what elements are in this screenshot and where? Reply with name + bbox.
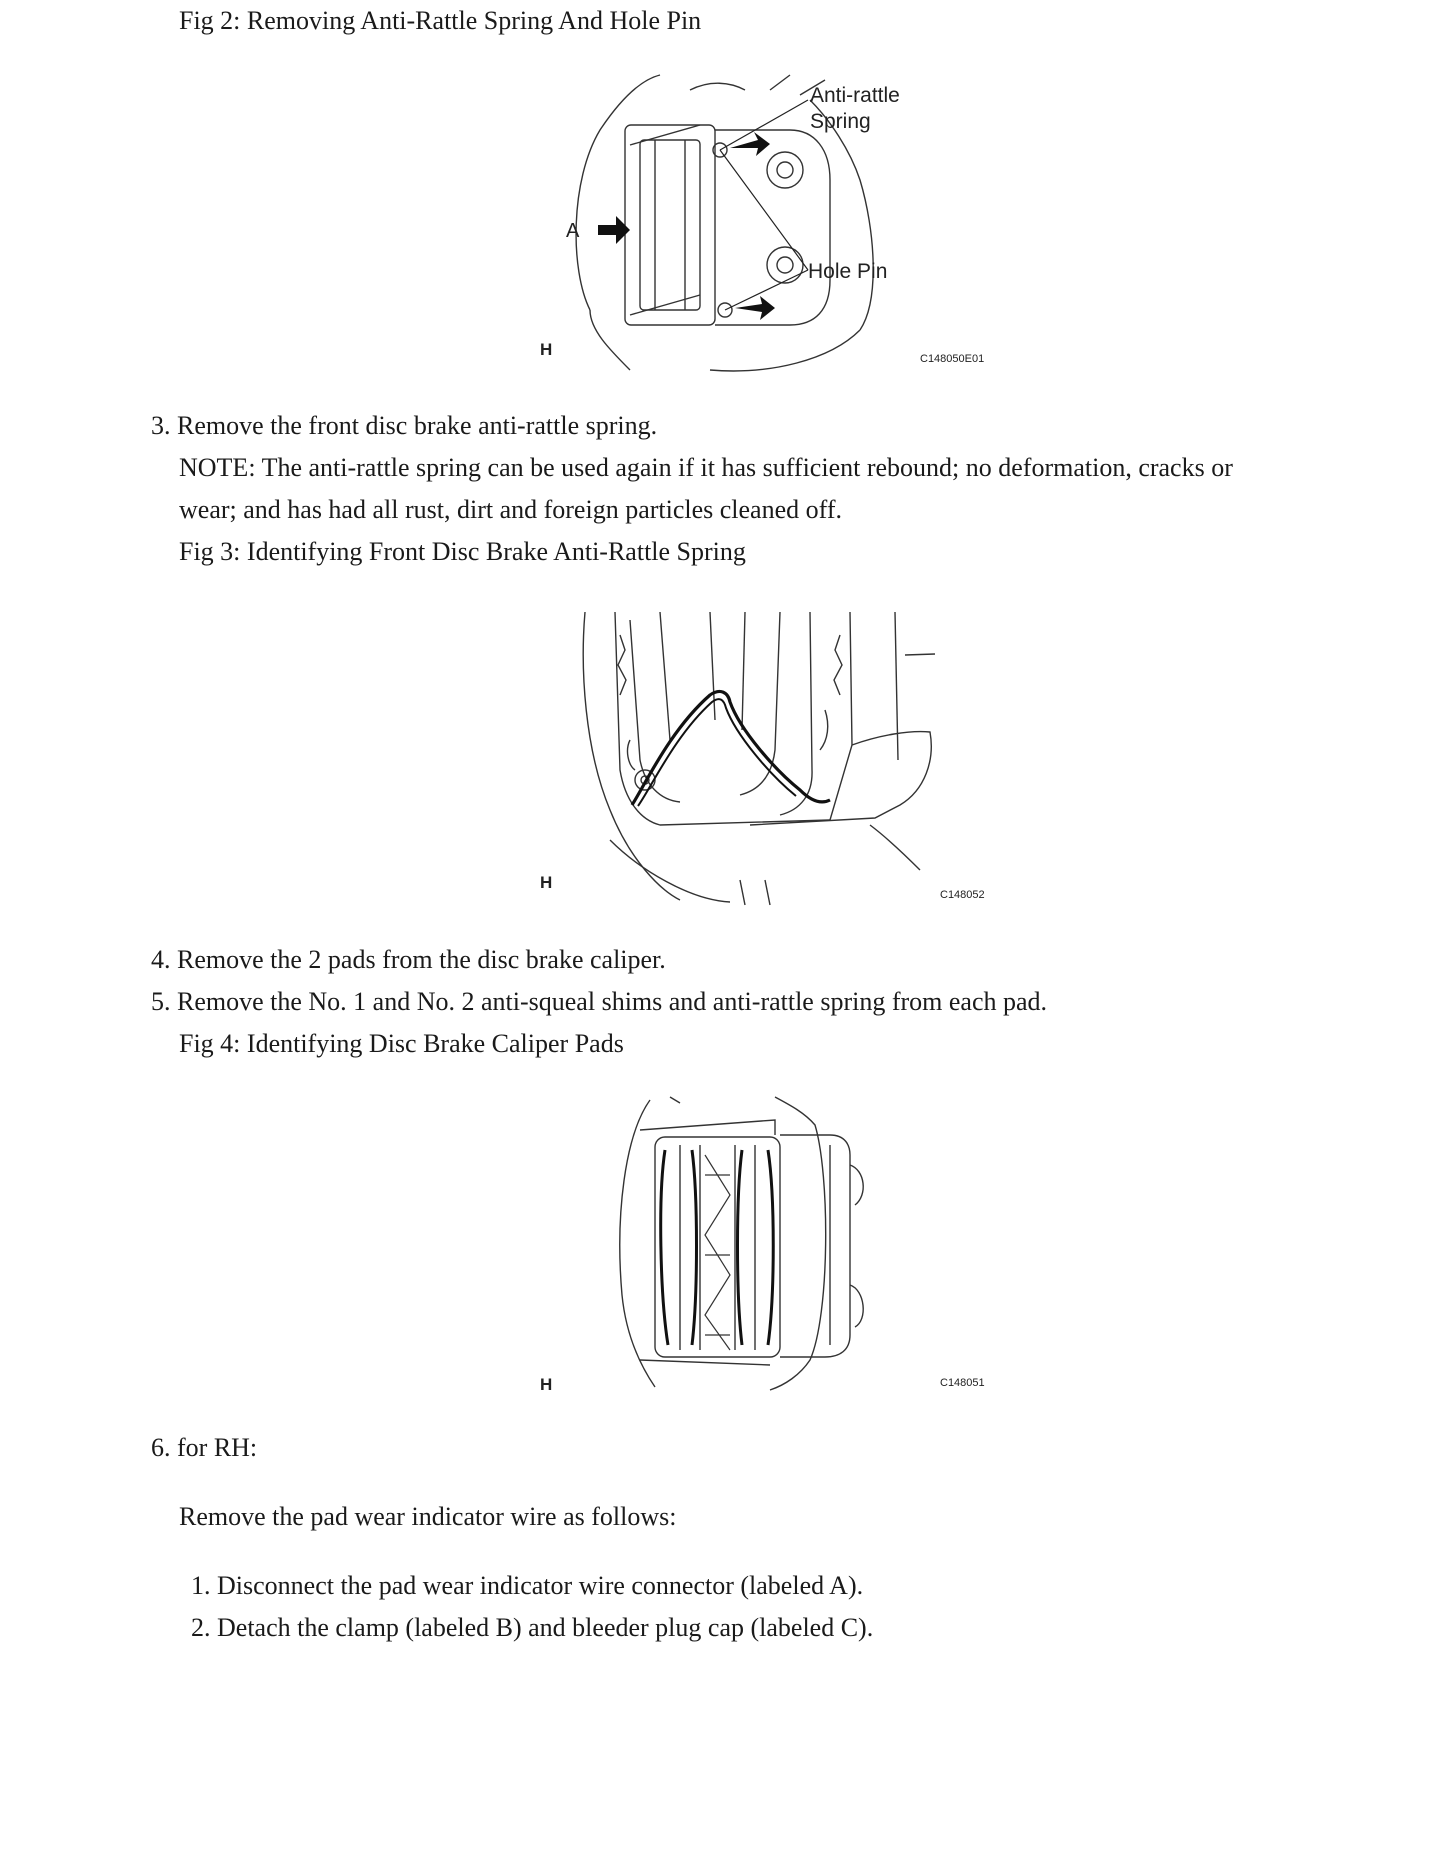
label-h: H xyxy=(540,1375,553,1394)
fig2-caption: Fig 2: Removing Anti-Rattle Spring And Hole Pin xyxy=(179,6,702,35)
fig3-illustration xyxy=(530,610,1010,910)
step-3-note-line1: NOTE: The anti-rattle spring can be used again if it has sufficient rebound; no deformation, cracks or xyxy=(179,453,1233,482)
step-4: 4. Remove the 2 pads from the disc brake caliper. xyxy=(151,945,666,974)
label-hole-pin: Hole Pin xyxy=(808,260,888,283)
fig3-drawing xyxy=(530,610,1010,910)
figure-code: C148050E01 xyxy=(920,353,985,365)
step-3-note-line2: wear; and has had all rust, dirt and foreign particles cleaned off. xyxy=(179,495,842,524)
substep-2: 2. Detach the clamp (labeled B) and bleeder plug cap (labeled C). xyxy=(191,1613,874,1642)
step-5: 5. Remove the No. 1 and No. 2 anti-squeal shims and anti-rattle spring from each pad. xyxy=(151,987,1048,1016)
figure-code: C148051 xyxy=(940,1377,985,1389)
step-3: 3. Remove the front disc brake anti-rattle spring. xyxy=(151,411,658,440)
inner-pad xyxy=(661,1150,697,1345)
fig2-drawing xyxy=(530,70,1010,380)
label-a: A xyxy=(566,220,580,242)
step-6: 6. for RH: xyxy=(151,1433,258,1462)
fig4-illustration xyxy=(530,1095,1010,1395)
fig4-caption: Fig 4: Identifying Disc Brake Caliper Pads xyxy=(179,1029,624,1058)
arrow-spring xyxy=(730,132,770,156)
fig4-drawing xyxy=(530,1095,1010,1395)
anti-rattle-spring xyxy=(632,691,830,805)
figure-code: C148052 xyxy=(940,889,985,901)
label-h: H xyxy=(540,340,553,359)
label-anti-rattle-line1: Anti-rattle xyxy=(810,84,900,107)
step-6-intro: Remove the pad wear indicator wire as follows: xyxy=(179,1502,677,1531)
fig3-caption: Fig 3: Identifying Front Disc Brake Anti-Rattle Spring xyxy=(179,537,746,566)
label-h: H xyxy=(540,873,553,892)
arrow-pin xyxy=(735,296,775,320)
fig2-illustration xyxy=(530,70,1010,380)
label-anti-rattle-line2: Spring xyxy=(810,110,871,133)
substep-1: 1. Disconnect the pad wear indicator wire connector (labeled A). xyxy=(191,1571,864,1600)
